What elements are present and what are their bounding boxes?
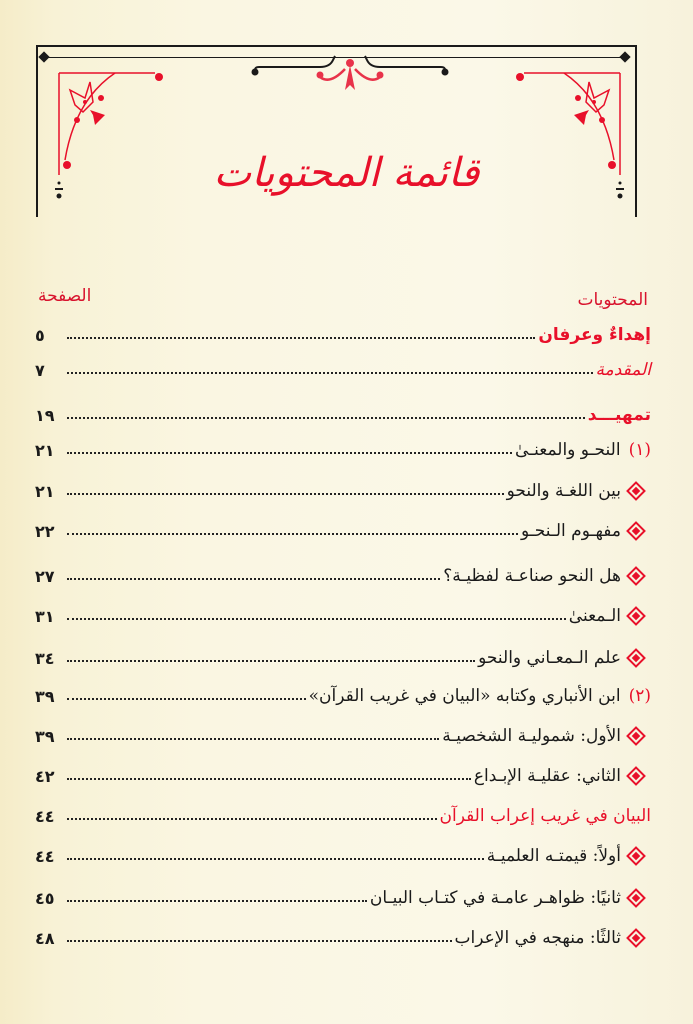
toc-entry-page: ٣٤	[35, 649, 55, 668]
toc-entry[interactable]	[35, 430, 651, 460]
toc-entry-page: ٤٥	[35, 889, 55, 908]
toc-entry[interactable]	[35, 918, 651, 948]
toc-entry-title: الثاني: عقليـة الإبـداع	[473, 766, 621, 786]
toc-entry[interactable]	[35, 350, 651, 380]
dot-leader	[67, 618, 566, 620]
dot-leader	[67, 778, 471, 780]
toc-entry-label	[593, 360, 651, 380]
toc-entry-label	[535, 325, 651, 345]
toc-entry[interactable]	[35, 756, 651, 786]
toc-entry[interactable]	[35, 836, 651, 866]
toc-entry-label	[585, 405, 651, 425]
toc-entry-title: هل النحو صناعـة لفظيـة؟	[443, 566, 621, 586]
toc-entry[interactable]	[35, 471, 651, 501]
toc-entry-title: البيان في غريب إعراب القرآن	[439, 806, 651, 826]
dot-leader	[67, 533, 518, 535]
toc-entry-title: ثانيًا: ظواهـر عامـة في كتـاب البيـان	[369, 888, 621, 908]
toc-entry-page: ٢١	[35, 482, 55, 501]
diamond-bullet-icon	[626, 766, 646, 786]
diamond-bullet-icon	[626, 928, 646, 948]
toc-entry-title: أولاً: قيمتـه العلميـة	[486, 846, 621, 866]
toc-entry-title: علم الـمعـاني والنحو	[478, 648, 621, 668]
dot-leader	[67, 660, 475, 662]
toc-entry-title: مفهـوم الـنحـو	[521, 521, 621, 541]
toc-entry-page: ٥	[35, 326, 45, 345]
toc-entry-title: المقدمة	[595, 360, 651, 380]
dot-leader	[67, 858, 484, 860]
toc-entry[interactable]	[35, 638, 651, 668]
dot-leader	[67, 900, 367, 902]
contents-column-header: المحتويات	[577, 290, 648, 310]
toc-entry-page: ٣٩	[35, 687, 55, 706]
dot-leader	[67, 698, 306, 700]
toc-entry-page: ١٩	[35, 406, 55, 425]
toc-entry-label	[367, 888, 643, 908]
toc-entry[interactable]	[35, 556, 651, 586]
dot-leader	[67, 738, 439, 740]
toc-entry[interactable]	[35, 878, 651, 908]
diamond-bullet-icon	[626, 888, 646, 908]
toc-entry-page: ٤٤	[35, 847, 55, 866]
diamond-bullet-icon	[626, 648, 646, 668]
page-column-header: الصفحة	[38, 286, 92, 306]
toc-entry-label	[518, 521, 643, 541]
toc-entry-label	[452, 928, 643, 948]
toc-entry-label	[471, 766, 643, 786]
toc-entry-page: ٤٨	[35, 929, 55, 948]
dot-leader	[67, 493, 504, 495]
toc-entry-page: ٤٢	[35, 767, 55, 786]
toc-entry[interactable]	[35, 676, 651, 706]
toc-entry-page: ٣١	[35, 607, 55, 626]
toc-entry-title: ثالثًا: منهجه في الإعراب	[454, 928, 621, 948]
toc-entry-page: ٣٩	[35, 727, 55, 746]
toc-entry[interactable]	[35, 511, 651, 541]
dot-leader	[67, 578, 440, 580]
dot-leader	[67, 818, 437, 820]
toc-entry-page: ٢٧	[35, 567, 55, 586]
toc-entry-label	[566, 606, 643, 626]
toc-entry-label	[512, 440, 651, 460]
toc-entry-title: إهداءٌ وعرفان	[538, 325, 651, 345]
diamond-bullet-icon	[626, 521, 646, 541]
toc-entry-label	[440, 566, 643, 586]
diamond-bullet-icon	[626, 481, 646, 501]
dot-leader	[67, 452, 512, 454]
toc-entry-number: (٢)	[628, 686, 651, 706]
toc-entry-title: الـمعنىٰ	[568, 606, 621, 626]
diamond-bullet-icon	[626, 566, 646, 586]
toc-entry-title: بين اللغـة والنحو	[506, 481, 621, 501]
toc-entry-label	[475, 648, 643, 668]
toc-entry-page: ٢٢	[35, 522, 55, 541]
toc-entry[interactable]	[35, 716, 651, 746]
toc-entry-page: ٤٤	[35, 807, 55, 826]
dot-leader	[67, 337, 535, 339]
toc-entry[interactable]	[35, 596, 651, 626]
toc-entry-label	[306, 686, 651, 706]
toc-entry-title: ابن الأنباري وكتابه «البيان في غريب القرآن»	[308, 686, 621, 706]
diamond-bullet-icon	[626, 606, 646, 626]
dot-leader	[67, 372, 593, 374]
toc-entry-title: النحـو والمعنـىٰ	[514, 440, 621, 460]
toc-entry-title: تمهيـــد	[587, 405, 651, 425]
dot-leader	[67, 417, 585, 419]
toc-entry-label	[439, 726, 643, 746]
page-title: قائمة المحتويات	[213, 150, 480, 196]
dot-leader	[67, 940, 452, 942]
toc-entry[interactable]	[35, 315, 651, 345]
toc-entry-label	[437, 806, 652, 826]
toc-entry-page: ٧	[35, 361, 45, 380]
toc-entry-label	[504, 481, 643, 501]
toc-entry[interactable]	[35, 796, 651, 826]
diamond-bullet-icon	[626, 726, 646, 746]
diamond-bullet-icon	[626, 846, 646, 866]
center-ornament-icon	[245, 55, 455, 100]
toc-entry[interactable]	[35, 395, 651, 425]
toc-entry-label	[484, 846, 643, 866]
toc-entry-title: الأول: شموليـة الشخصيـة	[442, 726, 621, 746]
toc-entry-page: ٢١	[35, 441, 55, 460]
toc-entry-number: (١)	[628, 440, 651, 460]
